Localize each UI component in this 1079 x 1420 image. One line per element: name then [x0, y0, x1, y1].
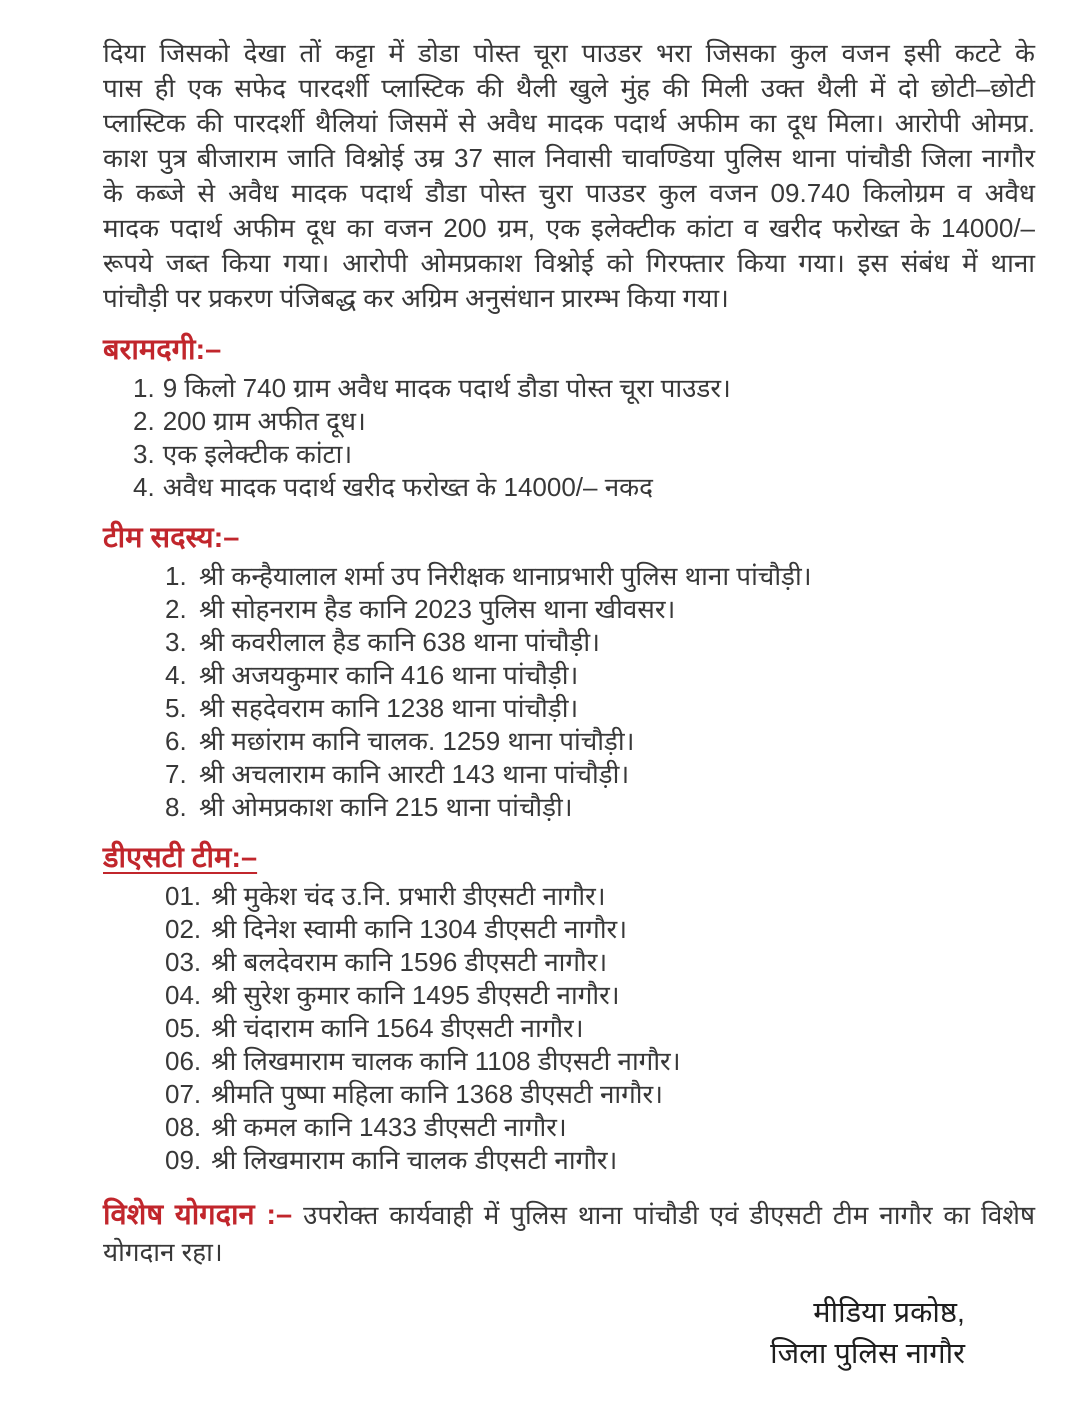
- item-text: श्री चंदाराम कानि 1564 डीएसटी नागौर।: [211, 1013, 584, 1043]
- intro-line: पांचौड़ी पर प्रकरण पंजिबद्ध कर अग्रिम अनुसंधान प्रारम्भ किया गया।: [103, 283, 729, 313]
- intro-line: दिया जिसको देखा तों कट्टा में डोडा पोस्त चूरा पाउडर भरा जिसका कुल वजन इसी कटटे के: [103, 38, 1035, 68]
- item-number: 09.: [165, 1145, 202, 1175]
- list-item: [103, 372, 1035, 405]
- list-item: [103, 880, 1035, 913]
- list-item: [103, 1111, 1035, 1144]
- special-contribution-text: उपरोक्त कार्यवाही में पुलिस थाना पांचौडी एवं डीएसटी टीम नागौर का विशेष: [303, 1200, 1035, 1230]
- item-text: श्री लिखमाराम चालक कानि 1108 डीएसटी नागौर।: [211, 1046, 681, 1076]
- item-number: 4.: [165, 660, 187, 690]
- section-team: [103, 518, 1035, 824]
- list-item: [103, 438, 1035, 471]
- special-contribution-text: योगदान रहा।: [103, 1237, 223, 1267]
- intro-line: प्लास्टिक की पारदर्शी थैलियां जिसमें से अवैध मादक पदार्थ अफीम का दूध मिला। आरोपी ओमप्र.: [103, 108, 1035, 138]
- item-text: श्री सहदेवराम कानि 1238 थाना पांचौड़ी।: [199, 693, 579, 723]
- section-heading-recovery: बरामदगी:–: [103, 334, 222, 366]
- dst-list: [103, 880, 1035, 1177]
- list-item: [103, 725, 1035, 758]
- item-number: 07.: [165, 1079, 202, 1109]
- section-heading-dst: डीएसटी टीम:–: [103, 842, 258, 874]
- recovery-list: [103, 372, 1035, 504]
- item-text: श्री मछांराम कानि चालक. 1259 थाना पांचौड़ी।: [199, 726, 635, 756]
- section-heading-team: टीम सदस्य:–: [103, 522, 240, 554]
- item-number: 3.: [133, 439, 155, 469]
- section-recovery: [103, 330, 1035, 504]
- list-item: [103, 560, 1035, 593]
- list-item: [103, 979, 1035, 1012]
- item-text: श्री लिखमाराम कानि चालक डीएसटी नागौर।: [211, 1145, 618, 1175]
- intro-line: रूपये जब्त किया गया। आरोपी ओमप्रकाश विश्नोई को गिरफ्तार किया गया। इस संबंध में थाना: [103, 248, 1035, 278]
- special-contribution: [103, 1197, 1035, 1271]
- list-item: [103, 1045, 1035, 1078]
- list-item: [103, 659, 1035, 692]
- list-item: [103, 593, 1035, 626]
- section-dst: [103, 838, 1035, 1177]
- list-item: [103, 913, 1035, 946]
- special-contribution-line: [103, 1197, 1035, 1234]
- item-number: 2.: [133, 406, 155, 436]
- item-text: श्री कवरीलाल हैड कानि 638 थाना पांचौड़ी।: [199, 627, 600, 657]
- item-number: 01.: [165, 881, 202, 911]
- item-text: श्री सुरेश कुमार कानि 1495 डीएसटी नागौर।: [211, 980, 620, 1010]
- intro-line: के कब्जे से अवैध मादक पदार्थ डौडा पोस्त चुरा पाउडर कुल वजन 09.740 किलोग्रम व अवैध: [103, 178, 1035, 208]
- item-text: श्री सोहनराम हैड कानि 2023 पुलिस थाना खीवसर।: [199, 594, 676, 624]
- list-item: [103, 405, 1035, 438]
- special-contribution-heading: विशेष योगदान :–: [103, 1199, 293, 1231]
- intro-line: पास ही एक सफेद पारदर्शी प्लास्टिक की थैली खुले मुंह की मिली उक्त थैली में दो छोटी–छोटी: [103, 73, 1035, 103]
- item-number: 1.: [165, 561, 187, 591]
- item-text: श्री ओमप्रकाश कानि 215 थाना पांचौड़ी।: [199, 792, 573, 822]
- team-list: [103, 560, 1035, 824]
- signature-line-1: मीडिया प्रकोष्ठ,: [813, 1297, 965, 1329]
- list-item: [103, 946, 1035, 979]
- item-number: 06.: [165, 1046, 202, 1076]
- list-item: [103, 1078, 1035, 1111]
- item-text: एक इलेक्टीक कांटा।: [162, 439, 353, 469]
- item-number: 6.: [165, 726, 187, 756]
- list-item: [103, 791, 1035, 824]
- item-text: श्री बलदेवराम कानि 1596 डीएसटी नागौर।: [211, 947, 608, 977]
- item-number: 08.: [165, 1112, 202, 1142]
- item-text: 200 ग्राम अफीत दूध।: [162, 406, 366, 436]
- item-number: 8.: [165, 792, 187, 822]
- list-item: [103, 692, 1035, 725]
- list-item: [103, 1012, 1035, 1045]
- item-text: श्री अचलाराम कानि आरटी 143 थाना पांचौड़ी।: [199, 759, 630, 789]
- item-number: 03.: [165, 947, 202, 977]
- item-text: श्री दिनेश स्वामी कानि 1304 डीएसटी नागौर।: [211, 914, 628, 944]
- item-text: अवैध मादक पदार्थ खरीद फरोख्त के 14000/– नकद: [162, 472, 653, 502]
- list-item: [103, 758, 1035, 791]
- intro-line: मादक पदार्थ अफीम दूध का वजन 200 ग्रम, एक इलेक्टीक कांटा व खरीद फरोख्त के 14000/–: [103, 213, 1035, 243]
- item-number: 5.: [165, 693, 187, 723]
- signature-line-2: जिला पुलिस नागौर: [770, 1338, 965, 1370]
- list-item: [103, 471, 1035, 504]
- item-number: 3.: [165, 627, 187, 657]
- intro-paragraph: [103, 36, 1035, 316]
- item-number: 1.: [133, 373, 155, 403]
- item-number: 05.: [165, 1013, 202, 1043]
- item-text: श्री अजयकुमार कानि 416 थाना पांचौड़ी।: [199, 660, 579, 690]
- item-number: 7.: [165, 759, 187, 789]
- item-text: श्रीमति पुष्पा महिला कानि 1368 डीएसटी नागौर।: [211, 1079, 664, 1109]
- item-text: श्री कमल कानि 1433 डीएसटी नागौर।: [211, 1112, 567, 1142]
- signature-block: [103, 1293, 1035, 1375]
- item-text: श्री मुकेश चंद उ.नि. प्रभारी डीएसटी नागौर।: [211, 881, 606, 911]
- item-number: 02.: [165, 914, 202, 944]
- list-item: [103, 1144, 1035, 1177]
- item-number: 04.: [165, 980, 202, 1010]
- item-text: श्री कन्हैयालाल शर्मा उप निरीक्षक थानाप्रभारी पुलिस थाना पांचौड़ी।: [199, 561, 812, 591]
- item-text: 9 किलो 740 ग्राम अवैध मादक पदार्थ डौडा पोस्त चूरा पाउडर।: [162, 373, 731, 403]
- list-item: [103, 626, 1035, 659]
- item-number: 4.: [133, 472, 155, 502]
- item-number: 2.: [165, 594, 187, 624]
- intro-line: काश पुत्र बीजाराम जाति विश्नोई उम्र 37 साल निवासी चावण्डिया पुलिस थाना पांचौडी जिला नागौर: [103, 143, 1035, 173]
